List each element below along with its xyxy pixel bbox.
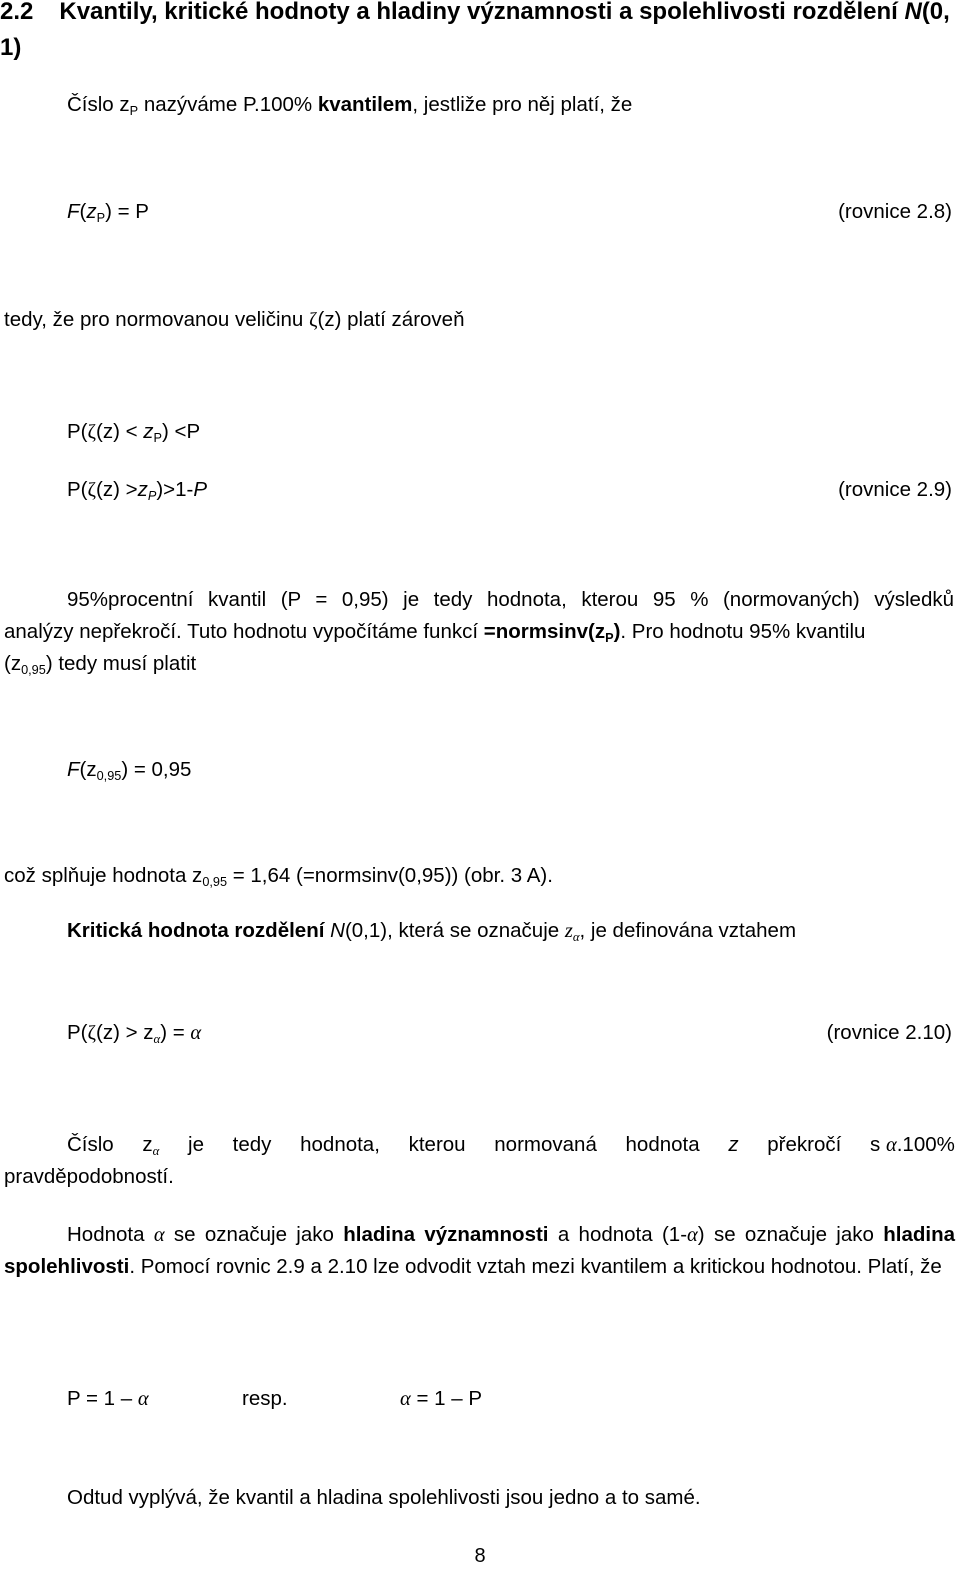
equation-label-2-10: (rovnice 2.10) <box>826 1021 952 1044</box>
equation-label-2-9: (rovnice 2.9) <box>838 478 952 501</box>
equation-f-095: $F(z_{0,95}) = 0,95$ <box>67 758 192 783</box>
tedy-line: tedy, že pro normovanou veličinu ζ(z) platí zároveň <box>4 308 465 331</box>
conclusion: Odtud vyplývá, že kvantil a hladina spolehlivosti jsou jedno a to samé. <box>67 1486 701 1509</box>
inequality-2: $P(\zeta(z) >z_P)>1-P$ <box>67 478 208 503</box>
final-equation-resp: resp. <box>242 1387 288 1410</box>
section-number: 2.2 <box>0 0 34 25</box>
para95-line3: $(z_{0,95})$ tedy musí platit <box>4 652 197 677</box>
equation-label-2-8: (rovnice 2.8) <box>838 200 952 223</box>
intro-line: Číslo $z_P$ nazýváme P.100% kvantilem, jestliže pro něj platí, že <box>67 93 633 118</box>
para95-line1: 95%procentní kvantil (P = 0,95) je tedy hodnota, kterou 95 % (normovaných) výsledků <box>67 588 954 611</box>
equation-2-10: $P(\zeta(z) > z_\alpha) = \alpha$ <box>67 1021 202 1046</box>
inequality-1: $P(\zeta(z) < z_P) <P$ <box>67 420 201 445</box>
final-equation-right: α = 1 – P <box>400 1387 482 1410</box>
final-equation-left: P = 1 – α <box>67 1387 149 1410</box>
section-title: Kvantily, kritické hodnoty a hladiny významnosti a spolehlivosti rozdělení N(0, 1) <box>0 0 950 61</box>
coz-line: což splňuje hodnota $z_{0,95} = 1,64$ (=normsinv(0,95)) (obr. 3 A). <box>4 864 553 889</box>
equation-2-8: $F(z_P) = P$ <box>67 200 149 225</box>
cislo-line1: Číslo $z_\alpha$ je tedy hodnota, kterou normovaná hodnota z překročí s α.100% <box>67 1133 955 1158</box>
page-number: 8 <box>474 1545 486 1567</box>
kriticka-line: Kritická hodnota rozdělení N(0,1), která se označuje $z_\alpha$, je definována vztahem <box>67 919 797 944</box>
hodnota-paragraph: Hodnota α se označuje jako hladina významnosti a hodnota (1-α) se označuje jako hladina spolehlivosti. Pomocí rovnic 2.9 a 2.10 lze odvodit vztah mezi kvantilem a kritickou hodnotou. Platí, že <box>4 1223 955 1278</box>
para95-line2: analýzy nepřekročí. Tuto hodnotu vypočítáme funkcí $=normsinv(z_P)$. Pro hodnotu 95% kvantilu <box>4 620 866 645</box>
section-heading <box>0 0 956 66</box>
cislo-line2: pravděpodobností. <box>4 1165 174 1188</box>
